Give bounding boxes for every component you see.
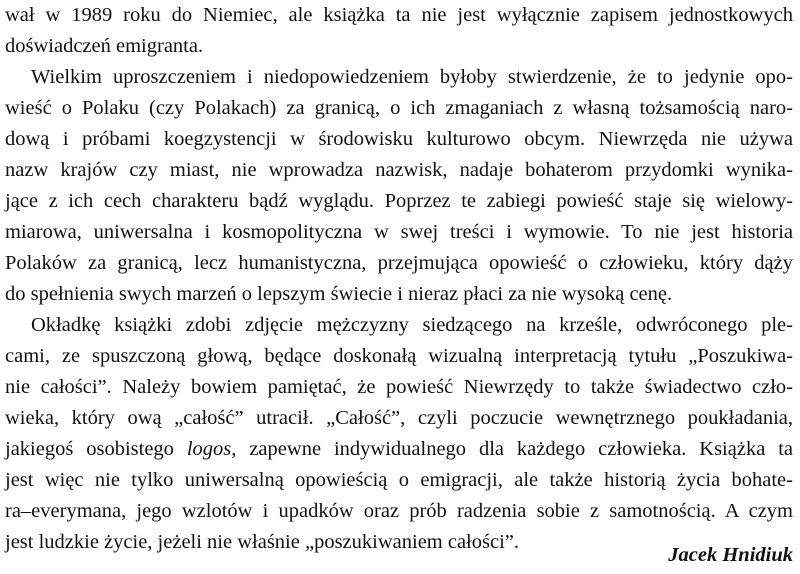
author-signature: Jacek Hnidiuk bbox=[668, 544, 793, 566]
paragraph-3-line-6: jest więc nie tylko uniwersalną opowieścią o emigracji, ale także historią życia bohate- bbox=[5, 469, 793, 491]
paragraph-2-line-7: Polaków za granicą, lecz humanistyczna, przejmująca opowieść o człowieku, który dąży bbox=[5, 252, 793, 274]
paragraph-2-line-6: miarowa, uniwersalna i kosmopolityczna w swej treści i wymowie. To nie jest historia bbox=[5, 221, 793, 243]
paragraph-3-line-3: nie całości”. Należy bowiem pamiętać, że powieść Niewrzędy to także świadectwo czło- bbox=[5, 376, 793, 398]
paragraph-2-line-5: jące z ich cech charakteru bądź wyglądu. Poprzez te zabiegi powieść staje się wielowy- bbox=[5, 190, 793, 212]
paragraph-1-line-2: doświadczeń emigranta. bbox=[5, 35, 204, 57]
paragraph-3-line-7: ra–everymana, jego wzlotów i upadków oraz prób radzenia sobie z samotnością. A czym bbox=[5, 500, 793, 522]
paragraph-3-line-5-start: jakiegoś osobistego bbox=[5, 438, 174, 460]
paragraph-3-line-5 bbox=[5, 434, 793, 465]
paragraph-3-line-2: cami, ze spuszczoną głową, będące doskonałą wizualną interpretacją tytułu „Poszukiwa- bbox=[5, 345, 793, 367]
paragraph-3-line-1: Okładkę książki zdobi zdjęcie mężczyzny siedzącego na krześle, odwróconego ple- bbox=[31, 314, 793, 336]
paragraph-3-line-8: jest ludzkie życie, jeżeli nie właśnie „poszukiwaniem całości”. bbox=[5, 531, 520, 553]
document-page bbox=[5, 0, 793, 574]
paragraph-3-line-4: wieka, który ową „całość” utracił. „Całość”, czyli poczucie wewnętrznego poukładania, bbox=[5, 407, 793, 429]
paragraph-1-line-1: wał w 1989 roku do Niemiec, ale książka ta nie jest wyłącznie zapisem jednostkowych bbox=[5, 4, 793, 26]
paragraph-2-line-8: do spełnienia swych marzeń o lepszym świecie i nieraz płaci za nie wysoką cenę. bbox=[5, 283, 673, 305]
paragraph-3-line-5-end: , zapewne indywidualnego dla każdego człowieka. Książka ta bbox=[231, 438, 794, 460]
logos-italic-word: logos bbox=[186, 438, 232, 460]
paragraph-2-line-1: Wielkim uproszczeniem i niedopowiedzeniem byłoby stwierdzenie, że to jedynie opo- bbox=[31, 66, 793, 88]
paragraph-2-line-3: dową i próbami koegzystencji w środowisku kulturowo obcym. Niewrzęda nie używa bbox=[5, 128, 793, 150]
paragraph-2-line-4: nazw krajów czy miast, nie wprowadza nazwisk, nadaje bohaterom przydomki wynika- bbox=[5, 159, 793, 181]
paragraph-2-line-2: wieść o Polaku (czy Polakach) za granicą, o ich zmaganiach z własną tożsamością naro- bbox=[5, 97, 793, 119]
